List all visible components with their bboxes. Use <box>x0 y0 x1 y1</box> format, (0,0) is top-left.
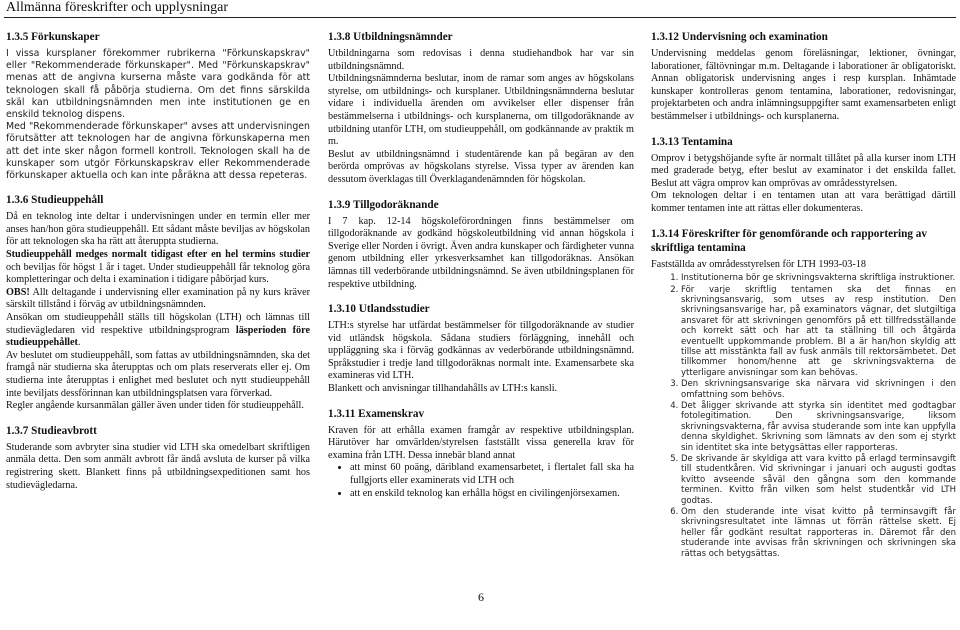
section-heading-1-3-8: 1.3.8 Utbildningsnämnder <box>328 31 453 43</box>
column-left <box>6 30 310 492</box>
section-heading-1-3-11: 1.3.11 Examenskrav <box>328 407 425 420</box>
column-middle <box>328 30 634 500</box>
paragraph: LTH:s styrelse har utfärdat bestämmelser för tillgodoräknande av studier vid utländsk högskola. Sådana studiers förläggning, innehåll och uppläggning ska i förväg godkännas av vederbörande utbildningsnämnd. Språkstudier i tredje land tillgodoräknas normalt inte. Examensarbete ska examineras vid LTH. <box>328 320 634 382</box>
bullet-list <box>328 462 634 500</box>
paragraph: Då en teknolog inte deltar i undervisningen under en termin eller mer anses han/hon göra studieuppehåll. Ett sådant måste beviljas av högskolan för att teknologen ska ha rätt att återuppta studierna. <box>6 211 310 248</box>
paragraph: Utbildningarna som redovisas i denna studiehandbok har var sin utbildningsnämnd. <box>328 48 634 72</box>
text: Allt deltagande i undervisning eller examination på ny kurs kräver särskilt tillstånd i förväg av utbildningsnämnden. <box>6 286 310 311</box>
section-heading-1-3-14: 1.3.14 Föreskrifter för genomförande och rapportering av skriftliga tentamina <box>651 227 927 254</box>
paragraph <box>6 287 310 312</box>
page-header-title: Allmänna föreskrifter och upplysningar <box>6 0 228 15</box>
text: Ansökan om studieuppehåll ställs till högskolan (LTH) och lämnas till studievägledaren vid respektive utbildningsprogram <box>6 311 310 336</box>
list-item: • att en enskild teknolog kan erhålla högst en civilingenjörsexamen. <box>350 488 634 501</box>
header-rule <box>4 17 956 18</box>
section-heading-1-3-9: 1.3.9 Tillgodoräknande <box>328 198 439 211</box>
list-item: 4. Det åligger skrivande att styrka sin identitet med godtagbar fotolegitimation. Den skrivningsansvarige, liksom skrivningsvakterna, får avvisa studerande som inte kan uppfylla denna skyldighet. Skrivning som lämnats av den som ej styrkt sin identitet ska inte betygsättas eller rapporteras. <box>681 401 956 453</box>
list-item: 6. Om den studerande inte visat kvitto på terminsavgift får skrivningsresultatet inte lämnas ut förrän rättelse skett. Ej heller får godkänt resultat rapporteras in. Däremot får den studerande inte avvisas från skrivningen och skrivningen ska rättas och betygsättas. <box>681 507 956 559</box>
column-right <box>651 30 956 560</box>
text: och beviljas för högst 1 år i taget. Under studieuppehåll får teknolog göra kompletteringar och delta i examination i tidigare påbörjad kurs. <box>6 261 310 286</box>
paragraph: Utbildningsnämnderna beslutar, inom de ramar som anges av högskolans styrelse, om utbildnings- och kursplaner. Utbildningsnämnderna beslutar vidare i individuella ärenden om avvikelser eller dispenser från bestämmelserna i utbildnings- och kursplanerna, om tillgodoräknande av utbildning utanför LTH, om studieuppehåll, om godkännande av praktik m m. <box>328 73 634 148</box>
text: . <box>77 337 81 349</box>
section-heading-1-3-6: 1.3.6 Studieuppehåll <box>6 194 104 207</box>
paragraph: Av beslutet om studieuppehåll, som fattas av utbildningsnämnden, ska det framgå när studierna ska återupptas och om plats reserverats eller ej. Om studierna inte återupptas i enlighet med beslutet och nytt studieuppehåll inte beviljats dessförinnan kan utbildningsplatsen vara förverkad. <box>6 349 310 399</box>
section-heading-1-3-7: 1.3.7 Studieavbrott <box>6 424 97 437</box>
list-item: 5. De skrivande är skyldiga att vara kvitto på erlagd terminsavgift till studentkåren. Vid skrivningar i januari och augusti godtas kvitto avseende såväl den gångna som den kommande terminen. Kvitto från vilken som helst studentkår vid LTH godtas. <box>681 454 956 506</box>
paragraph: Omprov i betygshöjande syfte är normalt tillåtet på alla kurser inom LTH med graderade betyg, efter beslut av examinator i det enskilda fallet. Beslut att vägra omprov kan omprövas av områdesstyrelsen. <box>651 152 956 189</box>
section-heading-1-3-13: 1.3.13 Tentamina <box>651 135 733 148</box>
section-heading-1-3-5: 1.3.5 Förkunskaper <box>6 31 100 43</box>
list-item: 3. Den skrivningsansvarige ska närvara vid skrivningen i den omfattning som behövs. <box>681 379 956 400</box>
source-note: Fastställda av områdesstyrelsen för LTH 1993-03-18 <box>651 258 866 270</box>
list-item: • att minst 60 poäng, däribland examensarbetet, i flertalet fall ska ha fullgjorts eller examinerats vid LTH och <box>350 462 634 487</box>
paragraph <box>6 312 310 350</box>
bold-text: läsperioden före studieuppehållet <box>6 324 310 349</box>
paragraph <box>6 249 310 287</box>
page-number: 6 <box>478 590 484 604</box>
paragraph: Studerande som avbryter sina studier vid LTH ska omedelbart skriftligen anmäla detta. Den som anmält avbrott får ändå avsluta de kurser på vilka registrering skett. Blankett finns på utbildningsexpeditionen samt hos studievägledarna. <box>6 441 310 491</box>
rules-list <box>651 273 956 559</box>
section-heading-1-3-12: 1.3.12 Undervisning och examination <box>651 31 828 43</box>
paragraph: Beslut av utbildningsnämnd i studentärende kan på begäran av den berörda omprövas av högskolans styrelse. Vissa typer av ärenden kan dessutom överklagas till Överklagandenämnden för högskolan. <box>328 148 634 185</box>
paragraph: Kraven för att erhålla examen framgår av respektive utbildningsplan. Härutöver har omvärlden/styrelsen fastställt vissa generella krav för examina från LTH. Dessa innebär bland annat <box>328 424 634 461</box>
paragraph: Med "Rekommenderade förkunskaper" avses att undervisningen förutsätter att teknologen har de angivna förkunskaperna men att det inte sker någon formell kontroll. Teknologen skall ha de kunskaper som utgör Förkunskapskrav eller Rekommenderade förkunskaper aktuella och kan inte påräkna att dessa repeteras. <box>6 121 310 182</box>
list-item: 1. Institutionerna bör ge skrivningsvakterna skriftliga instruktioner. <box>681 273 956 283</box>
paragraph: I vissa kursplaner förekommer rubrikerna "Förkunskapskrav" eller "Rekommenderade förkunskaper". Med "Förkunskapskrav" menas att de angivna kurserna måste vara godkända för att teknologen skall få påbörja studierna. Om det finns särskilda skäl kan utbildningsnämnden men inte institutionen ge en enskild teknolog dispens. <box>6 48 310 121</box>
paragraph: Regler angående kursanmälan gäller även under tiden för studieuppehåll. <box>6 400 304 412</box>
list-item: 2. För varje skriftlig tentamen ska det finnas en skrivningsansvarig, som utses av resp institution. Den skrivningsansvarige har, på examinators vägnar, det slutgiltiga ansvaret för att skrivningen genomförs på ett tillfredsställande och korrekt sätt och har att ta ställning till och åtgärda eventuellt uppkommande problem. Bl a är han/hon skyldig att tillse att misstänkta fall av fusk anmäls till rektorsämbetet. Det tillkommer honom/henne att ge skrivningsvakterna de ytterligare anvisningar som kan behövas. <box>681 285 956 379</box>
paragraph: Blankett och anvisningar tillhandahålls av LTH:s kansli. <box>328 383 558 395</box>
section-heading-1-3-10: 1.3.10 Utlandsstudier <box>328 303 430 316</box>
paragraph: Undervisning meddelas genom föreläsningar, lektioner, övningar, laborationer, fältövningar m.m. Deltagande i laborationer är obligatoriskt. Annan obligatorisk undervisning anges i resp kursplan. Inhämtade kunskaper kontrolleras genom tentamina, laborationer, redovisningar, projektarbeten och andra inlämningsuppgifter samt examensarbeten enligt bestämmelser i utbildnings- och kursplanerna. <box>651 48 956 122</box>
paragraph: Om teknologen deltar i en tentamen utan att vara berättigad därtill kommer tentamen inte att rättas eller dokumenteras. <box>651 190 956 214</box>
paragraph: I 7 kap. 12-14 högskoleförordningen finns bestämmelser om tillgodoräknande av godkänd högskoleutbildning vid annan högskola i Sverige eller Norden i övrigt. Även andra kunskaper och färdigheter vunna genom utbildning eller yrkesverksamhet kan tillgodoräknas. Ansökan lämnas till vederbörande utbildningsnämnd. Se även utbildningsplanen för respektive utbildning. <box>328 215 634 290</box>
bold-text: Studieuppehåll medges normalt tidigast efter en hel termins studier <box>6 249 310 261</box>
bold-text: OBS! <box>6 286 30 298</box>
